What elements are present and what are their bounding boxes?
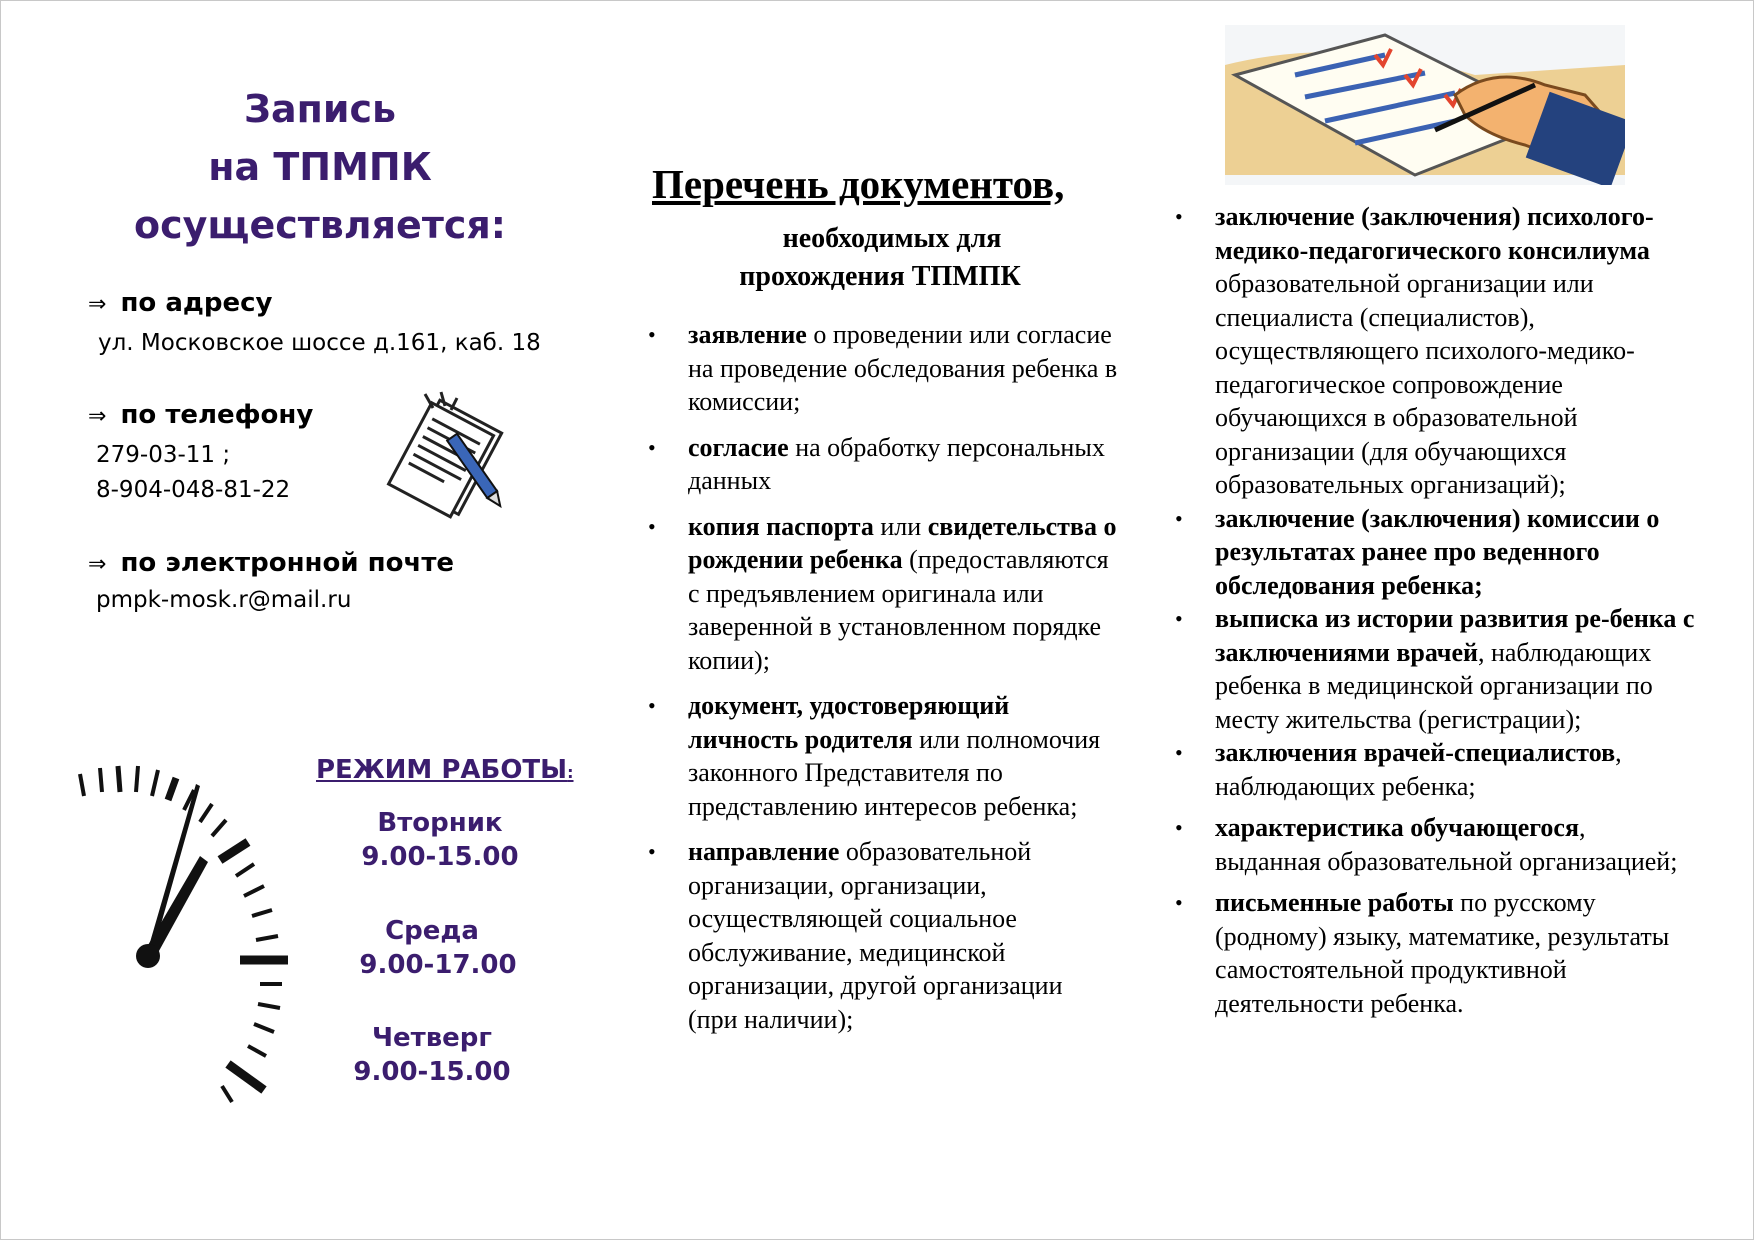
list-item: • согласие на обработку персональных данных: [648, 431, 1118, 498]
list-item: • письменные работы по русскому (родному) языку, математике, результаты самостоятельной продуктивной деятельности ребенка.: [1175, 886, 1695, 1020]
email-value[interactable]: pmpk-mosk.r@mail.ru: [96, 587, 352, 613]
list-item: • направление образовательной организации, организации, осуществляющей социальное обслуживание, медицинской организации, другой организации (при наличии);: [648, 835, 1118, 1036]
list-item: • копия паспорта или свидетельства о рождении ребенка (предоставляются с предъявлением оригинала или заверенной в установленном порядке копии);: [648, 510, 1118, 678]
arrow-icon: ⇒: [88, 552, 107, 577]
subheading-2: прохождения ТПМПК: [739, 261, 1021, 292]
list-item: • заявление о проведении или согласие на проведение обследования ребенка в комиссии;: [648, 318, 1118, 419]
address-value: ул. Московское шоссе д.161, каб. 18: [98, 330, 541, 356]
documents-list-2: [1175, 200, 1695, 1020]
schedule-day-2: Среда: [385, 916, 479, 946]
title-line-1: Запись: [243, 87, 397, 131]
schedule-day-1: Вторник: [377, 808, 503, 838]
list-item: • документ, удостоверяющий личность родителя или полномочия законного Представителя по представлению интересов ребенка;: [648, 689, 1118, 823]
email-row: [88, 548, 454, 578]
arrow-icon: ⇒: [88, 404, 107, 429]
email-label: по электронной почте: [120, 548, 455, 578]
subheading-1: необходимых для: [782, 223, 1002, 254]
schedule-title: РЕЖИМ РАБОТЫ:: [316, 755, 574, 785]
writing-hand-icon: [1225, 25, 1625, 185]
arrow-icon: ⇒: [88, 292, 107, 317]
page-title: Перечень документов,: [652, 161, 1065, 207]
list-item: • заключения врачей-специалистов, наблюдающих ребенка;: [1175, 736, 1695, 803]
address-label: по адресу: [120, 288, 273, 318]
phone-1: 279-03-11 ;: [96, 442, 231, 468]
schedule-day-3: Четверг: [372, 1023, 492, 1053]
schedule-hours-1: 9.00-15.00: [361, 842, 519, 872]
schedule-hours-2: 9.00-17.00: [359, 950, 517, 980]
address-row: [88, 288, 272, 318]
title-line-2: на ТПМПК: [208, 145, 432, 189]
notepad-pen-icon: [385, 390, 515, 530]
schedule-hours-3: 9.00-15.00: [353, 1057, 511, 1087]
phone-2: 8-904-048-81-22: [96, 477, 291, 503]
documents-list: [648, 318, 1118, 1036]
clock-icon: [60, 760, 300, 1110]
phone-row: [88, 400, 313, 430]
phone-label: по телефону: [120, 400, 314, 430]
list-item: • характеристика обучающегося, выданная образовательной организацией;: [1175, 811, 1695, 878]
list-item: • выписка из истории развития ре-бенка с заключениями врачей, наблюдающих ребенка в медицинской организации по месту жительства (регистрации);: [1175, 602, 1695, 736]
list-item: • заключение (заключения) психолого-медико-педагогического консилиума образовательной организации или специалиста (специалистов), осуществляющего психолого-медико-педагогическое сопровождение обучающихся в образовательной организации (для обучающихся образовательных организаций);: [1175, 200, 1695, 502]
list-item: • заключение (заключения) комиссии о результатах ранее про веденного обследования ребенка;: [1175, 502, 1695, 603]
title-line-3: осуществляется:: [134, 203, 506, 247]
